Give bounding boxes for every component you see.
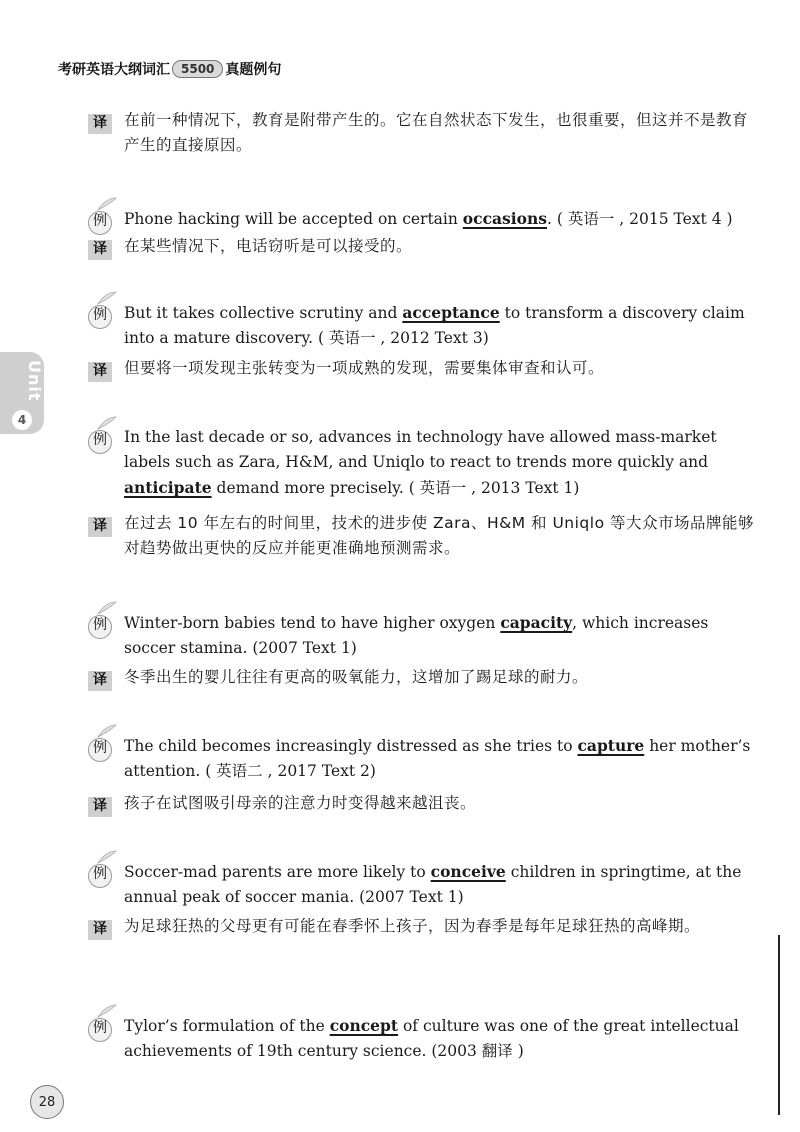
yi-marker-icon: 译: [88, 797, 112, 817]
keyword: anticipate: [124, 478, 212, 497]
keyword: capacity: [500, 613, 573, 632]
translation-text: 在前一种情况下，教育是附带产生的。它在自然状态下发生，也很重要，但这并不是教育产生的直接原因。: [124, 111, 749, 154]
translation-text: 冬季出生的婴儿往往有更高的吸氧能力，这增加了踢足球的耐力。: [124, 668, 589, 686]
example-text: But it takes collective scrutiny and acceptance to transform a discovery claim into a mature discovery. ( 英语一 , 2012 Text 3): [124, 303, 745, 347]
header-badge: 5500: [172, 60, 223, 78]
example-row: [88, 300, 758, 351]
translation-text: 在过去 10 年左右的时间里，技术的进步使 Zara、H&M 和 Uniqlo 等大众市场品牌能够对趋势做出更快的反应并能更准确地预测需求。: [124, 514, 754, 557]
yi-marker-icon: 译: [88, 517, 112, 537]
keyword: concept: [329, 1016, 399, 1035]
example-text: Tylor’s formulation of the concept of culture was one of the great intellectual achievements of 19th century science. (2003 翻译 ): [124, 1016, 739, 1060]
keyword: capture: [577, 736, 645, 755]
unit-tab-number: 4: [12, 410, 32, 430]
translation-row: [88, 914, 758, 939]
example-row: [88, 733, 758, 784]
yi-marker-icon: 译: [88, 920, 112, 940]
li-marker-icon: 例: [88, 615, 112, 637]
translation-text: 为足球狂热的父母更有可能在春季怀上孩子，因为春季是每年足球狂热的高峰期。: [124, 917, 701, 935]
keyword: acceptance: [402, 303, 500, 322]
li-marker-icon: 例: [88, 864, 112, 886]
yi-marker-icon: 译: [88, 240, 112, 260]
header-title-b: 真题例句: [225, 62, 282, 78]
li-marker-icon: 例: [88, 211, 112, 233]
keyword: conceive: [430, 862, 506, 881]
unit-tab-label: Unit: [25, 360, 44, 402]
translation-row: [88, 234, 758, 259]
example-text: Soccer-mad parents are more likely to conceive children in springtime, at the annual peak of soccer mania. (2007 Text 1): [124, 862, 742, 906]
translation-row: [88, 108, 758, 158]
example-row: [88, 859, 758, 910]
translation-row: [88, 665, 758, 690]
yi-marker-icon: 译: [88, 671, 112, 691]
example-text: In the last decade or so, advances in technology have allowed mass-market labels such as Zara, H&M, and Uniqlo to react to trends more quickly and anticipate demand more precisely. ( 英语一 , 2013 Text 1): [124, 428, 717, 497]
example-row: [88, 610, 758, 661]
example-text: Phone hacking will be accepted on certain occasions. ( 英语一 , 2015 Text 4 ): [124, 209, 733, 228]
li-marker-icon: 例: [88, 305, 112, 327]
translation-text: 在某些情况下，电话窃听是可以接受的。: [124, 237, 413, 255]
page-number: 28: [30, 1085, 64, 1119]
translation-row: [88, 791, 758, 816]
translation-text: 孩子在试图吸引母亲的注意力时变得越来越沮丧。: [124, 794, 477, 812]
example-row: [88, 1013, 758, 1064]
li-marker-icon: 例: [88, 430, 112, 452]
translation-row: [88, 511, 758, 561]
example-row: [88, 206, 758, 232]
page-header: [58, 58, 281, 80]
example-row: [88, 425, 758, 501]
li-marker-icon: 例: [88, 1018, 112, 1040]
yi-marker-icon: 译: [88, 114, 112, 134]
translation-row: [88, 356, 758, 381]
scan-edge-line: [778, 935, 780, 1115]
yi-marker-icon: 译: [88, 362, 112, 382]
example-text: The child becomes increasingly distressed as she tries to capture her mother’s attention. ( 英语二 , 2017 Text 2): [124, 736, 751, 780]
keyword: occasions: [462, 209, 548, 228]
example-text: Winter-born babies tend to have higher oxygen capacity, which increases soccer stamina. (2007 Text 1): [124, 613, 709, 657]
li-marker-icon: 例: [88, 738, 112, 760]
translation-text: 但要将一项发现主张转变为一项成熟的发现，需要集体审查和认可。: [124, 359, 605, 377]
header-title-a: 考研英语大纲词汇: [58, 62, 170, 78]
